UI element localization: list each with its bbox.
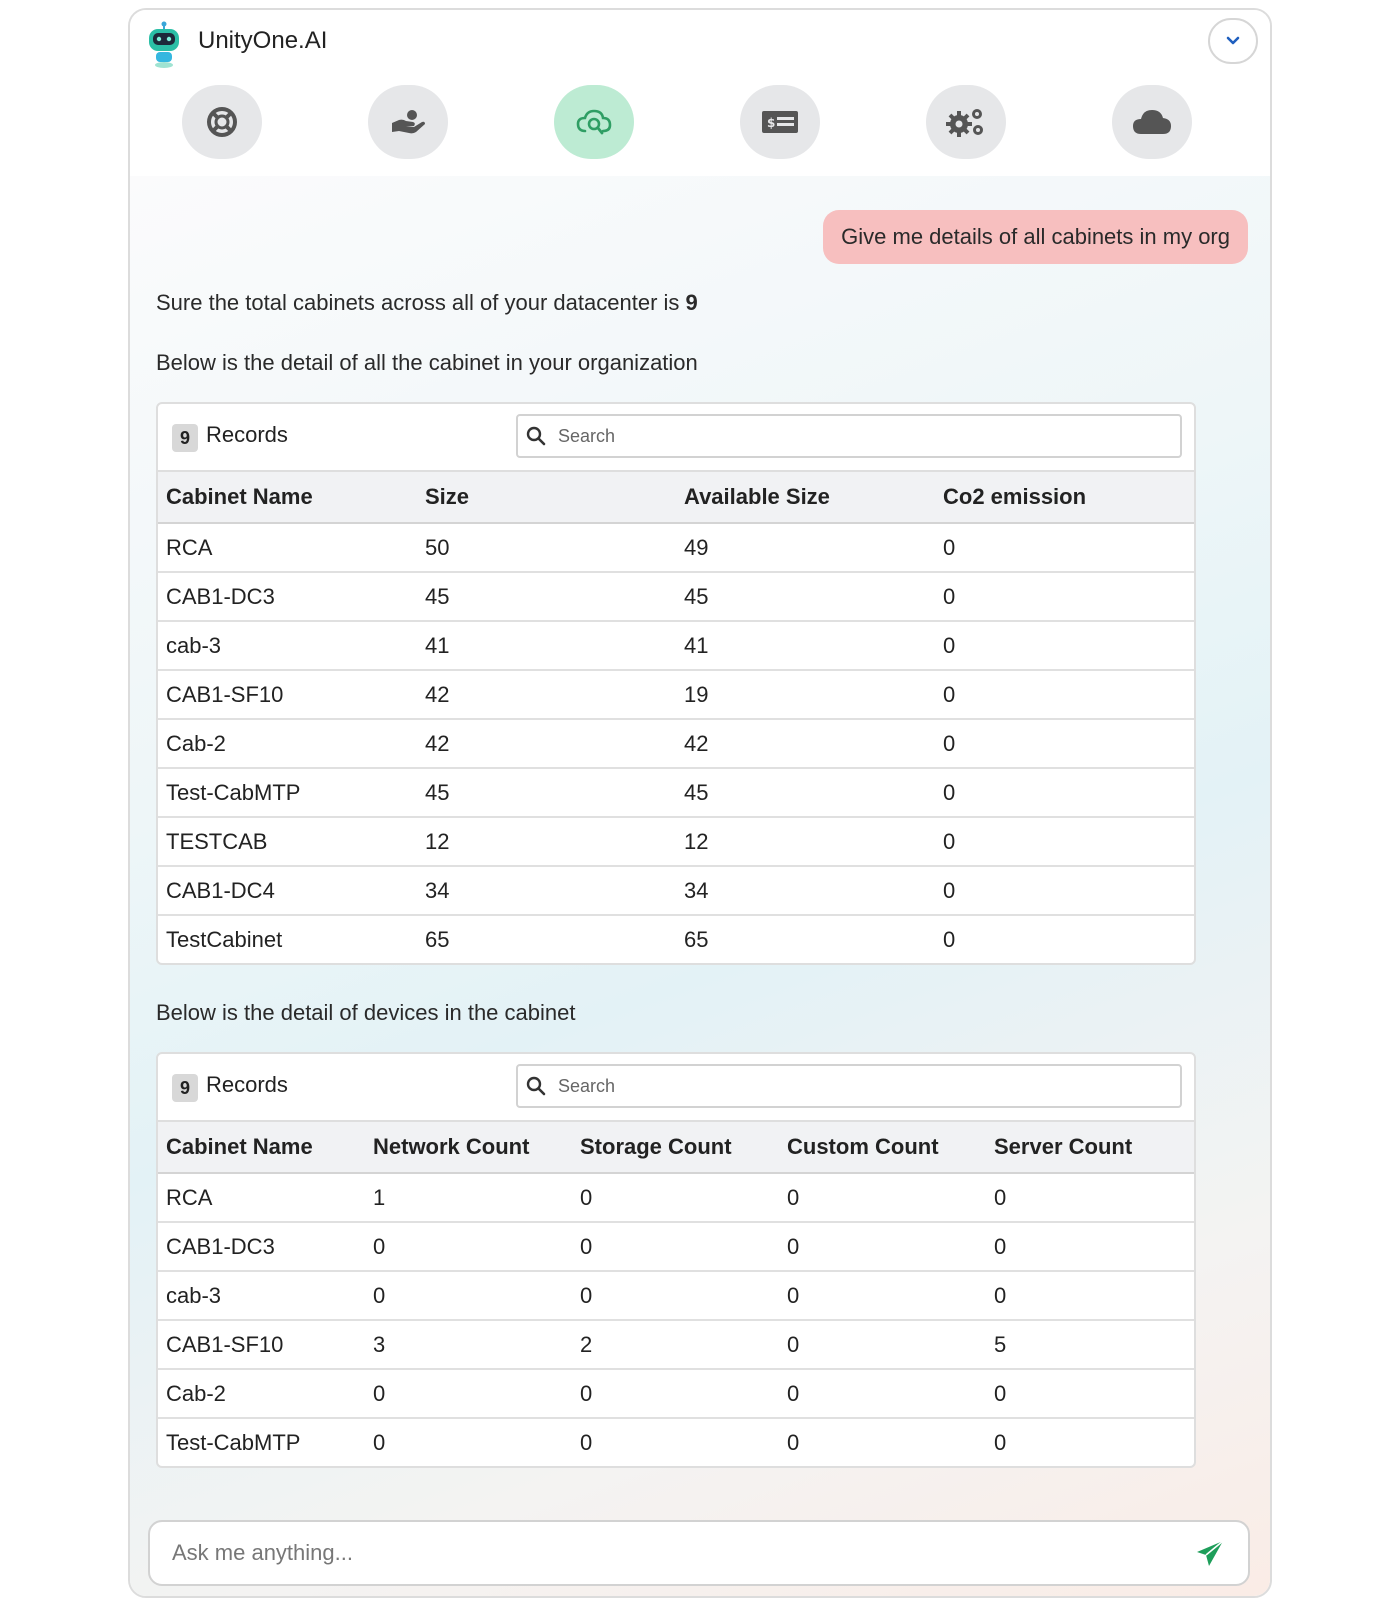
table-cell: 0 xyxy=(365,1222,572,1271)
table-cell: Test-CabMTP xyxy=(166,1429,301,1455)
quick-action-cloud-search[interactable] xyxy=(554,85,634,159)
table-cell: 0 xyxy=(935,768,1194,817)
cabinets-table-toolbar xyxy=(158,404,1194,472)
table-cell: 41 xyxy=(676,621,935,670)
table-cell: 0 xyxy=(935,719,1194,768)
table-row[interactable] xyxy=(158,1369,1194,1418)
table-cell: Cab-2 xyxy=(158,719,417,768)
table-header-row xyxy=(158,1122,1194,1173)
devices-search-input[interactable] xyxy=(556,1075,1160,1098)
table-row[interactable] xyxy=(158,915,1194,963)
table-cell: 12 xyxy=(417,817,676,866)
table-cell: 0 xyxy=(994,1429,1007,1455)
records-count-badge: 9 xyxy=(172,424,198,452)
table-cell: 50 xyxy=(417,523,676,572)
table-cell: 0 xyxy=(935,670,1194,719)
table-cell: 45 xyxy=(417,572,676,621)
table-cell: 45 xyxy=(676,768,935,817)
cloud-icon xyxy=(1131,107,1173,137)
column-header[interactable]: Network Count xyxy=(365,1122,572,1173)
devices-intro: Below is the detail of devices in the cabinet xyxy=(156,1000,576,1025)
table-cell: 0 xyxy=(779,1222,986,1271)
column-header[interactable]: Custom Count xyxy=(779,1122,986,1173)
table-cell: CAB1-SF10 xyxy=(158,1320,365,1369)
records-label: Records xyxy=(206,422,288,447)
svg-text:$: $ xyxy=(767,116,776,130)
search-icon xyxy=(526,426,546,446)
devices-search[interactable] xyxy=(516,1064,1182,1108)
table-cell: 34 xyxy=(676,866,935,915)
quick-action-cloud[interactable] xyxy=(1112,85,1192,159)
table-cell: 0 xyxy=(986,1271,1194,1320)
send-button[interactable] xyxy=(1192,1536,1228,1572)
table-row[interactable] xyxy=(158,768,1194,817)
table-cell: 0 xyxy=(779,1320,986,1369)
table-cell: 0 xyxy=(935,572,1194,621)
table-row[interactable] xyxy=(158,1222,1194,1271)
cabinets-search[interactable] xyxy=(516,414,1182,458)
table-cell: 0 xyxy=(572,1222,779,1271)
assistant-total-line xyxy=(156,290,698,316)
collapse-button[interactable] xyxy=(1208,18,1258,64)
table-cell: TESTCAB xyxy=(158,817,417,866)
table-cell: 3 xyxy=(365,1320,572,1369)
table-cell: 0 xyxy=(986,1222,1194,1271)
table-row[interactable] xyxy=(158,572,1194,621)
column-header[interactable]: Cabinet Name xyxy=(158,1122,365,1173)
table-cell: 65 xyxy=(425,926,450,952)
devices-table-toolbar xyxy=(158,1054,1194,1122)
table-cell: 0 xyxy=(365,1271,572,1320)
cogs-icon xyxy=(945,105,987,139)
table-row[interactable] xyxy=(158,670,1194,719)
table-cell: CAB1-DC3 xyxy=(158,572,417,621)
column-header[interactable]: Server Count xyxy=(986,1122,1194,1173)
cloud-search-icon xyxy=(575,107,613,137)
table-cell: CAB1-SF10 xyxy=(158,670,417,719)
table-cell: 42 xyxy=(676,719,935,768)
table-cell: 0 xyxy=(373,1429,386,1455)
table-header-row xyxy=(158,472,1194,523)
chevron-down-icon xyxy=(1225,35,1241,47)
column-header[interactable]: Available Size xyxy=(676,472,935,523)
table-cell: 0 xyxy=(572,1271,779,1320)
table-cell: 0 xyxy=(935,523,1194,572)
table-cell: 0 xyxy=(779,1369,986,1418)
table-cell: 0 xyxy=(986,1173,1194,1222)
devices-table xyxy=(158,1122,1194,1466)
records-count-badge: 9 xyxy=(172,1074,198,1102)
quick-actions-bar xyxy=(130,72,1270,178)
table-cell: 5 xyxy=(986,1320,1194,1369)
table-cell: 49 xyxy=(676,523,935,572)
table-cell: 0 xyxy=(779,1173,986,1222)
cabinets-table xyxy=(158,472,1194,963)
message-composer xyxy=(148,1520,1250,1586)
quick-action-support[interactable] xyxy=(182,85,262,159)
cabinets-search-input[interactable] xyxy=(556,425,1160,448)
records-label: Records xyxy=(206,1072,288,1097)
money-bill-icon xyxy=(760,108,800,136)
cabinets-intro: Below is the detail of all the cabinet in your organization xyxy=(156,350,698,375)
table-cell: 0 xyxy=(580,1429,593,1455)
table-row[interactable] xyxy=(158,719,1194,768)
table-cell: 0 xyxy=(986,1369,1194,1418)
column-header[interactable]: Co2 emission xyxy=(935,472,1194,523)
table-row[interactable] xyxy=(158,1271,1194,1320)
table-cell: 34 xyxy=(417,866,676,915)
table-cell: 45 xyxy=(676,572,935,621)
table-cell: 0 xyxy=(943,926,956,952)
table-cell: 65 xyxy=(684,926,709,952)
devices-table-card xyxy=(156,1052,1196,1468)
table-cell: 0 xyxy=(572,1173,779,1222)
table-cell: CAB1-DC4 xyxy=(158,866,417,915)
column-header[interactable]: Storage Count xyxy=(572,1122,779,1173)
search-icon xyxy=(526,1076,546,1096)
table-row[interactable] xyxy=(158,866,1194,915)
chat-area xyxy=(130,176,1270,1596)
cabinets-table-card xyxy=(156,402,1196,965)
table-cell: CAB1-DC3 xyxy=(158,1222,365,1271)
header xyxy=(130,10,1270,74)
table-row[interactable] xyxy=(158,817,1194,866)
assistant-total-value: 9 xyxy=(685,290,698,315)
user-message-bubble: Give me details of all cabinets in my org xyxy=(823,210,1248,264)
paper-plane-icon xyxy=(1195,1539,1225,1569)
table-cell: 1 xyxy=(365,1173,572,1222)
assistant-total-text: Sure the total cabinets across all of your datacenter is xyxy=(156,290,686,315)
table-cell: RCA xyxy=(158,523,417,572)
table-row[interactable] xyxy=(158,1320,1194,1369)
table-cell: 0 xyxy=(935,621,1194,670)
table-cell: 0 xyxy=(935,817,1194,866)
hand-holding-icon xyxy=(389,107,427,137)
table-cell: 19 xyxy=(676,670,935,719)
table-cell: 0 xyxy=(365,1369,572,1418)
table-row[interactable] xyxy=(158,1418,1194,1466)
table-cell: 12 xyxy=(676,817,935,866)
table-cell: 42 xyxy=(417,719,676,768)
quick-action-billing[interactable] xyxy=(740,85,820,159)
table-cell: Cab-2 xyxy=(158,1369,365,1418)
table-cell: 0 xyxy=(572,1369,779,1418)
message-input[interactable] xyxy=(170,1539,1134,1567)
column-header[interactable]: Cabinet Name xyxy=(158,472,417,523)
table-cell: Test-CabMTP xyxy=(158,768,417,817)
table-cell: cab-3 xyxy=(158,621,417,670)
table-cell: 2 xyxy=(572,1320,779,1369)
robot-logo-icon xyxy=(144,21,184,61)
table-cell: 0 xyxy=(779,1271,986,1320)
quick-action-services[interactable] xyxy=(368,85,448,159)
table-cell: TestCabinet xyxy=(166,926,283,952)
quick-action-settings[interactable] xyxy=(926,85,1006,159)
table-cell: 45 xyxy=(417,768,676,817)
lifebuoy-icon xyxy=(205,105,239,139)
table-row[interactable] xyxy=(158,621,1194,670)
table-cell: RCA xyxy=(158,1173,365,1222)
column-header[interactable]: Size xyxy=(417,472,676,523)
brand-title: UnityOne.AI xyxy=(198,27,328,54)
chat-window xyxy=(128,8,1272,1598)
table-row[interactable] xyxy=(158,1173,1194,1222)
table-cell: 42 xyxy=(417,670,676,719)
table-cell: cab-3 xyxy=(158,1271,365,1320)
table-cell: 41 xyxy=(417,621,676,670)
table-row[interactable] xyxy=(158,523,1194,572)
table-cell: 0 xyxy=(935,866,1194,915)
chat-scroll[interactable] xyxy=(130,176,1270,1504)
table-cell: 0 xyxy=(787,1429,800,1455)
